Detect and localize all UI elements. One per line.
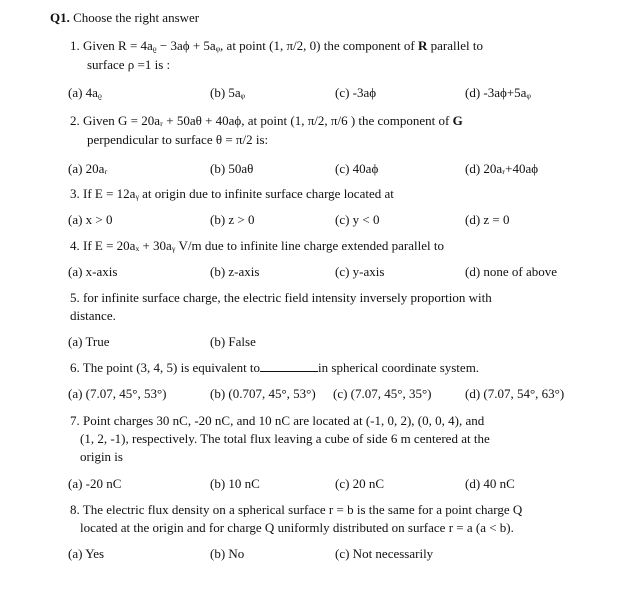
- q6-prefix: 6. The point (3, 4, 5) is equivalent to: [70, 360, 261, 375]
- question-7-line-1: 7. Point charges 30 nC, -20 nC, and 10 nC are located at (-1, 0, 2), (0, 0, 4), and: [70, 413, 485, 428]
- q4-option-b[interactable]: (b) z-axis: [210, 264, 260, 279]
- q2-prefix: 2. Given: [70, 113, 119, 128]
- q3-option-c[interactable]: (c) y < 0: [335, 212, 380, 227]
- q6-option-d[interactable]: (d) (7.07, 54°, 63°): [465, 386, 565, 401]
- question-8-line-1: 8. The electric flux density on a spherical surface r = b is the same for a point charge Q: [70, 502, 523, 517]
- q2-bold-symbol: G: [452, 113, 463, 128]
- q3-option-a[interactable]: (a) x > 0: [68, 212, 113, 227]
- q6-blank: [260, 360, 318, 372]
- question-1-line-1: [70, 38, 483, 54]
- q7-option-a[interactable]: (a) -20 nC: [68, 476, 122, 491]
- q6-suffix: in spherical coordinate system.: [318, 360, 480, 375]
- q1-option-d[interactable]: (d) -3aϕ+5aᵩ: [465, 85, 531, 100]
- q4-option-a[interactable]: (a) x-axis: [68, 264, 118, 279]
- q4-option-d[interactable]: (d) none of above: [465, 264, 558, 279]
- q1-option-a[interactable]: (a) 4aᵨ: [68, 85, 102, 100]
- question-1-line-2: surface ρ =1 is :: [87, 57, 171, 72]
- question-4-line-1: 4. If E = 20aₓ + 30aᵧ V/m due to infinite line charge extended parallel to: [70, 238, 444, 253]
- q3-option-b[interactable]: (b) z > 0: [210, 212, 255, 227]
- page-heading: [50, 10, 199, 26]
- question-5-line-1: 5. for infinite surface charge, the electric field intensity inversely proportion with: [70, 290, 492, 305]
- q2-text: , at point (1, π/2, π/6 ) the component of: [241, 113, 453, 128]
- question-2-line-2: perpendicular to surface θ = π/2 is:: [87, 132, 269, 147]
- question-6-line-1: [70, 360, 479, 376]
- question-7-line-3: origin is: [80, 449, 123, 464]
- q1-end: parallel to: [427, 38, 483, 53]
- question-5-line-2: distance.: [70, 308, 116, 323]
- q1-bold-symbol: R: [417, 38, 428, 53]
- question-8-line-2: located at the origin and for charge Q uniformly distributed on surface r = a (a < b).: [80, 520, 514, 535]
- q6-option-a[interactable]: (a) (7.07, 45°, 53°): [68, 386, 167, 401]
- q8-option-a[interactable]: (a) Yes: [68, 546, 105, 561]
- q1-vector: R = 4aᵨ − 3aϕ + 5aᵩ: [118, 38, 221, 53]
- q8-option-c[interactable]: (c) Not necessarily: [335, 546, 434, 561]
- q7-option-d[interactable]: (d) 40 nC: [465, 476, 515, 491]
- q2-option-d[interactable]: (d) 20aᵣ+40aϕ: [465, 161, 539, 176]
- q4-option-c[interactable]: (c) y-axis: [335, 264, 385, 279]
- q7-option-b[interactable]: (b) 10 nC: [210, 476, 260, 491]
- q6-option-c[interactable]: (c) (7.07, 45°, 35°): [333, 386, 432, 401]
- question-2-line-1: [70, 113, 463, 129]
- question-3-line-1: 3. If E = 12aᵧ at origin due to infinite surface charge located at: [70, 186, 394, 201]
- q1-option-b[interactable]: (b) 5aᵩ: [210, 85, 246, 100]
- heading-number: Q1.: [50, 10, 70, 25]
- q7-option-c[interactable]: (c) 20 nC: [335, 476, 385, 491]
- heading-text: Choose the right answer: [69, 10, 200, 25]
- q1-prefix: 1. Given: [70, 38, 119, 53]
- q6-option-b[interactable]: (b) (0.707, 45°, 53°): [210, 386, 316, 401]
- q1-text: , at point (1, π/2, 0) the component of: [220, 38, 418, 53]
- q2-option-a[interactable]: (a) 20aᵣ: [68, 161, 108, 176]
- question-7-line-2: (1, 2, -1), respectively. The total flux leaving a cube of side 6 m centered at the: [80, 431, 490, 446]
- q2-option-c[interactable]: (c) 40aϕ: [335, 161, 379, 176]
- q3-option-d[interactable]: (d) z = 0: [465, 212, 510, 227]
- q2-option-b[interactable]: (b) 50aθ: [210, 161, 254, 176]
- q2-vector: G = 20aᵣ + 50aθ + 40aϕ: [118, 113, 242, 128]
- q5-option-b[interactable]: (b) False: [210, 334, 256, 349]
- q1-option-c[interactable]: (c) -3aϕ: [335, 85, 377, 100]
- q5-option-a[interactable]: (a) True: [68, 334, 110, 349]
- q8-option-b[interactable]: (b) No: [210, 546, 245, 561]
